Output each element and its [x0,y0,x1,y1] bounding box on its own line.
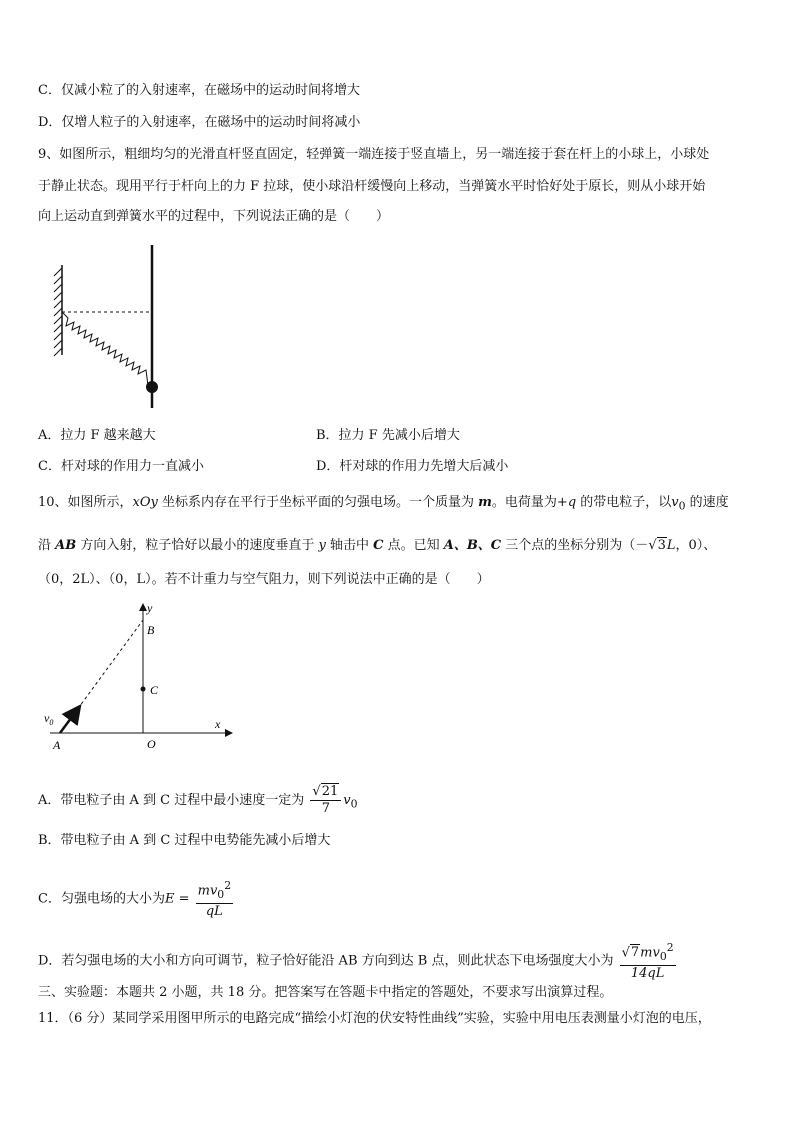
q9-figure-spring-rod [40,240,170,415]
point-c [141,687,146,692]
label-c: C [150,683,159,697]
q10-option-c: C．匀强电场的大小为E = $\frac{mv_0^2}{qL}$ [38,879,232,919]
fraction-root7-mv0sq-over-14qL: $\frac{√7mv_0^2}{14qL}$ [621,941,674,981]
q10-figure-coordinate [40,598,240,758]
q8-option-d: D．仅增人粒子的入射速率，在磁场中的运动时间将减小 [38,115,361,130]
label-x: x [215,717,221,731]
spring [62,312,148,386]
q9-option-c: C．杆对球的作用力一直减小 [38,459,204,474]
label-a: A [53,738,61,752]
q10-stem-line3: （0，2L）、（0，L）。若不计重力与空气阻力，则下列说法中正确的是（ ） [38,572,490,587]
q9-stem-line3: 向上运动直到弹簧水平的过程中，下列说法正确的是（ ） [38,209,390,224]
q10-stem-line1: 10、如图所示，xOy 坐标系内存在平行于坐标平面的匀强电场。一个质量为 m。电荷量为+q 的带电粒子，以$v_0$ 的速度 [38,495,729,513]
q9-option-a: A．拉力 F 越来越大 [38,428,156,443]
q9-option-d: D．杆对球的作用力先增大后减小 [316,459,509,474]
velocity-arrow [60,706,80,733]
label-y: y [147,601,153,615]
q9-stem-line1: 9、如图所示，粗细均匀的光滑直杆竖直固定，轻弹簧一端连接于竖直墙上，另一端连接于套在杆上的小球上，小球处 [38,147,710,162]
fraction-mv0sq-over-qL: $\frac{mv_0^2}{qL}$ [197,879,232,919]
label-b: B [147,623,155,637]
label-o: O [147,737,156,751]
q10-option-b: B．带电粒子由 A 到 C 过程中电势能先减小后增大 [38,833,331,848]
label-v0: $v_0$ [44,711,54,727]
section3-heading: 三、实验题：本题共 2 小题，共 18 分。把答案写在答题卡中指定的答题处，不要求写出演算过程。 [38,985,613,1000]
q10-option-a: A．带电粒子由 A 到 C 过程中最小速度一定为 $\frac{√21}{7}$ $v_0$ [38,784,358,816]
q9-stem-line2: 于静止状态。现用平行于杆向上的力 F 拉球，使小球沿杆缓慢向上移动，当弹簧水平时恰好处于原长，则从小球开始 [38,179,706,194]
fraction-root21-over-7: $\frac{√21}{7}$ [310,784,341,817]
q10-stem-line2: 沿 AB 方向入射，粒子恰好以最小的速度垂直于 y 轴击中 C 点。已知 A、B、C 三个点的坐标分别为（－√3L，0）、 [38,538,717,553]
ball [146,381,158,393]
q9-option-b: B．拉力 F 先减小后增大 [316,428,460,443]
q11-stem: 11．（6 分）某同学采用图甲所示的电路完成“描绘小灯泡的伏安特性曲线”实验，实验中用电压表测量小灯泡的电压， [38,1011,711,1026]
q10-option-d: D．若匀强电场的大小和方向可调节，粒子恰好能沿 AB 方向到达 B 点，则此状态下电场强度大小为 $\frac{√7mv_0^2}{14qL}$ [38,941,674,981]
wall-hatching [54,268,62,356]
q8-option-c: C．仅减小粒了的入射速率，在磁场中的运动时间将增大 [38,83,360,98]
